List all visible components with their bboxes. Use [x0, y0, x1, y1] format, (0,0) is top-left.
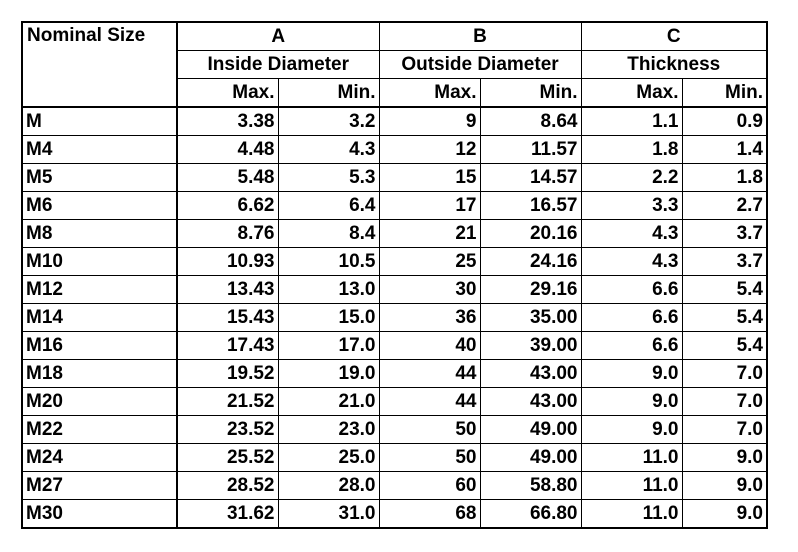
- c-min-cell: 3.7: [682, 248, 767, 276]
- a-min-cell: 5.3: [278, 164, 379, 192]
- c-max-cell: 2.2: [581, 164, 682, 192]
- table-row: [22, 472, 767, 500]
- size-cell: M22: [22, 416, 177, 444]
- size-cell: M: [22, 107, 177, 136]
- b-min-cell: 43.00: [480, 360, 581, 388]
- b-max-cell: 15: [379, 164, 480, 192]
- a-min-cell: 6.4: [278, 192, 379, 220]
- size-cell: M27: [22, 472, 177, 500]
- b-min-cell: 8.64: [480, 107, 581, 136]
- header-row-letters: [22, 22, 767, 51]
- a-max-cell: 21.52: [177, 388, 278, 416]
- size-cell: M20: [22, 388, 177, 416]
- a-min-cell: 17.0: [278, 332, 379, 360]
- b-max-cell: 44: [379, 388, 480, 416]
- a-min-cell: 21.0: [278, 388, 379, 416]
- size-cell: M10: [22, 248, 177, 276]
- a-min-cell: 8.4: [278, 220, 379, 248]
- b-min-cell: 43.00: [480, 388, 581, 416]
- table-row: [22, 500, 767, 529]
- size-cell: M16: [22, 332, 177, 360]
- a-max-cell: 28.52: [177, 472, 278, 500]
- a-min-cell: 25.0: [278, 444, 379, 472]
- table-row: [22, 360, 767, 388]
- b-min-cell: 29.16: [480, 276, 581, 304]
- c-min-cell: 7.0: [682, 416, 767, 444]
- b-max-cell: 21: [379, 220, 480, 248]
- b-min-cell: 39.00: [480, 332, 581, 360]
- c-min-cell: 2.7: [682, 192, 767, 220]
- table-row: [22, 276, 767, 304]
- b-min-cell: 49.00: [480, 416, 581, 444]
- b-min-cell: 66.80: [480, 500, 581, 529]
- c-min-cell: 3.7: [682, 220, 767, 248]
- c-max-cell: 3.3: [581, 192, 682, 220]
- c-max-cell: 9.0: [581, 388, 682, 416]
- a-max-cell: 19.52: [177, 360, 278, 388]
- a-min-cell: 3.2: [278, 107, 379, 136]
- table-row: [22, 304, 767, 332]
- table-row: [22, 136, 767, 164]
- a-max-cell: 31.62: [177, 500, 278, 529]
- table-row: [22, 192, 767, 220]
- b-max-cell: 25: [379, 248, 480, 276]
- size-cell: M5: [22, 164, 177, 192]
- a-min-cell: 31.0: [278, 500, 379, 529]
- c-min-cell: 5.4: [682, 332, 767, 360]
- c-min-cell: 1.4: [682, 136, 767, 164]
- a-max-cell: 17.43: [177, 332, 278, 360]
- c-min-cell: 5.4: [682, 276, 767, 304]
- c-min-cell: 5.4: [682, 304, 767, 332]
- b-min-header: Min.: [480, 79, 581, 108]
- b-max-cell: 50: [379, 444, 480, 472]
- a-min-cell: 28.0: [278, 472, 379, 500]
- group-letter-b: B: [379, 22, 581, 51]
- table-body: [22, 107, 767, 528]
- c-max-cell: 11.0: [581, 444, 682, 472]
- table-row: [22, 164, 767, 192]
- size-cell: M8: [22, 220, 177, 248]
- b-max-cell: 17: [379, 192, 480, 220]
- b-min-cell: 11.57: [480, 136, 581, 164]
- b-max-cell: 68: [379, 500, 480, 529]
- b-min-cell: 24.16: [480, 248, 581, 276]
- c-max-cell: 1.8: [581, 136, 682, 164]
- b-min-cell: 35.00: [480, 304, 581, 332]
- group-name-thickness: Thickness: [581, 51, 767, 79]
- a-max-cell: 13.43: [177, 276, 278, 304]
- group-name-inside-diameter: Inside Diameter: [177, 51, 379, 79]
- size-cell: M6: [22, 192, 177, 220]
- table-row: [22, 332, 767, 360]
- c-max-cell: 6.6: [581, 304, 682, 332]
- a-max-cell: 3.38: [177, 107, 278, 136]
- size-cell: M24: [22, 444, 177, 472]
- a-min-cell: 23.0: [278, 416, 379, 444]
- c-min-cell: 1.8: [682, 164, 767, 192]
- c-min-cell: 0.9: [682, 107, 767, 136]
- b-min-cell: 58.80: [480, 472, 581, 500]
- a-min-cell: 15.0: [278, 304, 379, 332]
- a-max-cell: 6.62: [177, 192, 278, 220]
- c-min-cell: 9.0: [682, 472, 767, 500]
- c-max-cell: 9.0: [581, 360, 682, 388]
- b-min-cell: 16.57: [480, 192, 581, 220]
- b-max-cell: 9: [379, 107, 480, 136]
- b-max-cell: 12: [379, 136, 480, 164]
- group-name-outside-diameter: Outside Diameter: [379, 51, 581, 79]
- a-min-cell: 13.0: [278, 276, 379, 304]
- table-row: [22, 444, 767, 472]
- c-min-header: Min.: [682, 79, 767, 108]
- c-max-cell: 11.0: [581, 500, 682, 529]
- a-max-cell: 5.48: [177, 164, 278, 192]
- c-min-cell: 7.0: [682, 360, 767, 388]
- c-max-header: Max.: [581, 79, 682, 108]
- b-min-cell: 20.16: [480, 220, 581, 248]
- a-max-cell: 25.52: [177, 444, 278, 472]
- size-cell: M4: [22, 136, 177, 164]
- a-max-header: Max.: [177, 79, 278, 108]
- a-max-cell: 10.93: [177, 248, 278, 276]
- a-min-cell: 19.0: [278, 360, 379, 388]
- a-max-cell: 15.43: [177, 304, 278, 332]
- c-max-cell: 1.1: [581, 107, 682, 136]
- b-max-cell: 60: [379, 472, 480, 500]
- table-row: [22, 107, 767, 136]
- table-row: [22, 220, 767, 248]
- washer-dimensions-table: [21, 21, 768, 529]
- a-min-cell: 4.3: [278, 136, 379, 164]
- b-max-cell: 40: [379, 332, 480, 360]
- a-min-cell: 10.5: [278, 248, 379, 276]
- b-min-cell: 14.57: [480, 164, 581, 192]
- b-max-cell: 36: [379, 304, 480, 332]
- c-max-cell: 9.0: [581, 416, 682, 444]
- a-max-cell: 8.76: [177, 220, 278, 248]
- c-max-cell: 6.6: [581, 332, 682, 360]
- group-letter-a: A: [177, 22, 379, 51]
- table-row: [22, 416, 767, 444]
- nominal-size-header: Nominal Size: [22, 22, 177, 107]
- size-cell: M14: [22, 304, 177, 332]
- b-max-header: Max.: [379, 79, 480, 108]
- table-row: [22, 388, 767, 416]
- b-max-cell: 50: [379, 416, 480, 444]
- b-min-cell: 49.00: [480, 444, 581, 472]
- c-min-cell: 9.0: [682, 444, 767, 472]
- b-max-cell: 30: [379, 276, 480, 304]
- b-max-cell: 44: [379, 360, 480, 388]
- c-max-cell: 4.3: [581, 248, 682, 276]
- a-max-cell: 23.52: [177, 416, 278, 444]
- a-max-cell: 4.48: [177, 136, 278, 164]
- c-max-cell: 4.3: [581, 220, 682, 248]
- table-header: [22, 22, 767, 107]
- c-min-cell: 7.0: [682, 388, 767, 416]
- c-min-cell: 9.0: [682, 500, 767, 529]
- group-letter-c: C: [581, 22, 767, 51]
- c-max-cell: 11.0: [581, 472, 682, 500]
- size-cell: M30: [22, 500, 177, 529]
- table-row: [22, 248, 767, 276]
- c-max-cell: 6.6: [581, 276, 682, 304]
- size-cell: M12: [22, 276, 177, 304]
- a-min-header: Min.: [278, 79, 379, 108]
- size-cell: M18: [22, 360, 177, 388]
